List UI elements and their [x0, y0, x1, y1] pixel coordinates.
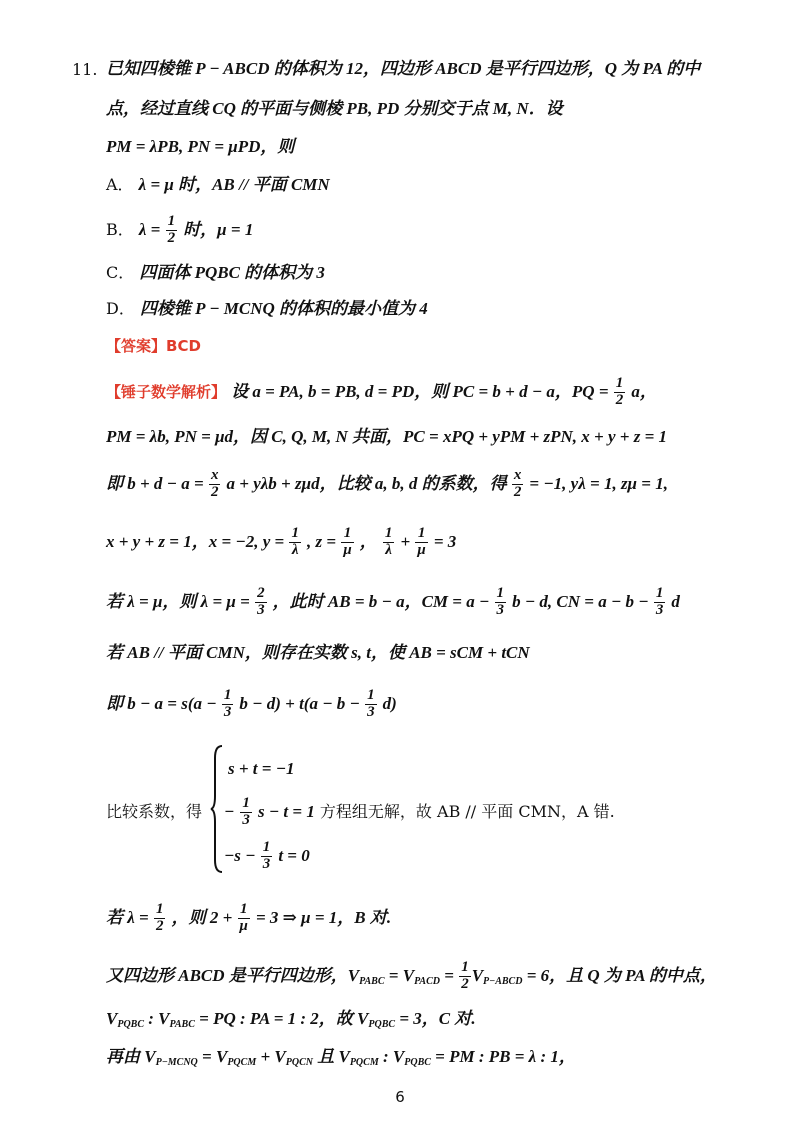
- analysis-line-11: 再由 $V_{P-MCNQ} = V_{PQCM} + V_{PQCN}$ 且 $V_{PQCM}$ : $V_{PQBC}$ = PM : PB = λ : 1，: [106, 1047, 576, 1068]
- analysis-line-4: x + y + z = 1，x = −2, y = $\frac{1}{\lambda}$ , z = $\frac{1}{\mu}$ ， $\frac{1}{\lambda}$ + $\frac{1}{\mu}$ = 3: [106, 525, 457, 558]
- answer-tag: 【答案】: [106, 337, 167, 355]
- option-a: [106, 176, 330, 193]
- option-d: [106, 300, 428, 317]
- analysis-line-7: 即 b − a = s(a − $\frac{1}{3}$ b − d) + t(a − b − $\frac{1}{3}$ d): [106, 687, 397, 720]
- fraction: $\frac{1}{2}$: [167, 213, 176, 246]
- system-eq-1: s + t = −1: [228, 759, 295, 778]
- option-label: B．: [106, 219, 134, 239]
- answer: [106, 338, 201, 354]
- analysis-line-8: 若 λ = $\frac{1}{2}$ ，则 2 + $\frac{1}{\mu}$ = 3 ⇒ μ = 1，B 对.: [106, 901, 392, 934]
- question-stem-line2: 点，经过直线 CQ 的平面与侧棱 PB, PD 分别交于点 M, N．设: [106, 99, 563, 118]
- option-text: 时，μ = 1: [183, 219, 254, 239]
- analysis-line-3: 即 b + d − a = $\frac{x}{2}$ a + yλb + zμd，比较 a, b, d 的系数，得 $\frac{x}{2}$ = −1, yλ = 1, zμ = 1,: [106, 467, 668, 500]
- analysis-line-2: PM = λb, PN = μd，因 C, Q, M, N 共面，PC = xPQ + yPM + zPN, x + y + z = 1: [106, 427, 668, 446]
- option-text: 四棱锥 P − MCNQ 的体积的最小值为 4: [139, 299, 428, 318]
- option-b: [106, 214, 253, 247]
- analysis-line-5: 若 λ = μ，则 λ = μ = $\frac{2}{3}$ ，此时 AB = b − a，CM = a − $\frac{1}{3}$ b − d, CN = a − b − $\frac{1}{3}$ d: [106, 585, 680, 618]
- analysis-line-6: 若 AB // 平面 CMN，则存在实数 s, t，使 AB = sCM + tCN: [106, 643, 530, 662]
- question-stem-line1: 已知四棱锥 P − ABCD 的体积为 12，四边形 ABCD 是平行四边形，Q 为 PA 的中: [106, 59, 701, 78]
- analysis-line-1: 【锤子数学解析】 设 a = PA, b = PB, d = PD，则 PC = b + d − a，PQ = $\frac{1}{2}$ a，: [106, 375, 657, 408]
- option-label: D．: [106, 299, 135, 318]
- system-tail: 方程组无解，故 AB // 平面 CMN，A 错.: [319, 801, 615, 821]
- analysis-line-9: 又四边形 ABCD 是平行四边形，$V_{PABC} = V_{PACD}$ = $\frac{1}{2}$ $V_{P-ABCD} = 6$，且 Q 为 PA 的中点，: [106, 959, 717, 992]
- option-text: 四面体 PQBC 的体积为 3: [139, 263, 325, 282]
- system-lead: 比较系数，得: [106, 802, 203, 821]
- left-brace-icon: [210, 744, 224, 874]
- system-eq-3: −s − $\frac{1}{3}$ t = 0: [224, 839, 310, 872]
- option-text: λ = μ 时，AB // 平面 CMN: [138, 175, 330, 194]
- answer-value: BCD: [166, 337, 201, 355]
- system-eq-2: − $\frac{1}{3}$ s − t = 1 方程组无解，故 AB // 平面 CMN，A 错.: [224, 795, 615, 828]
- option-label: A．: [106, 175, 134, 194]
- option-c: [106, 264, 325, 281]
- analysis-line-10: $V_{PQBC}$ : $V_{PABC}$ = PQ : PA = 1 : 2，故 $V_{PQBC} = 3$，C 对.: [106, 1009, 476, 1030]
- question-number: 11.: [72, 60, 98, 79]
- option-label: C．: [106, 263, 135, 282]
- option-text: λ =: [138, 219, 165, 239]
- analysis-tag: 【锤子数学解析】: [106, 382, 227, 401]
- question-stem-line3: PM = λPB, PN = μPD，则: [106, 137, 295, 156]
- page-number: 6: [395, 1088, 405, 1106]
